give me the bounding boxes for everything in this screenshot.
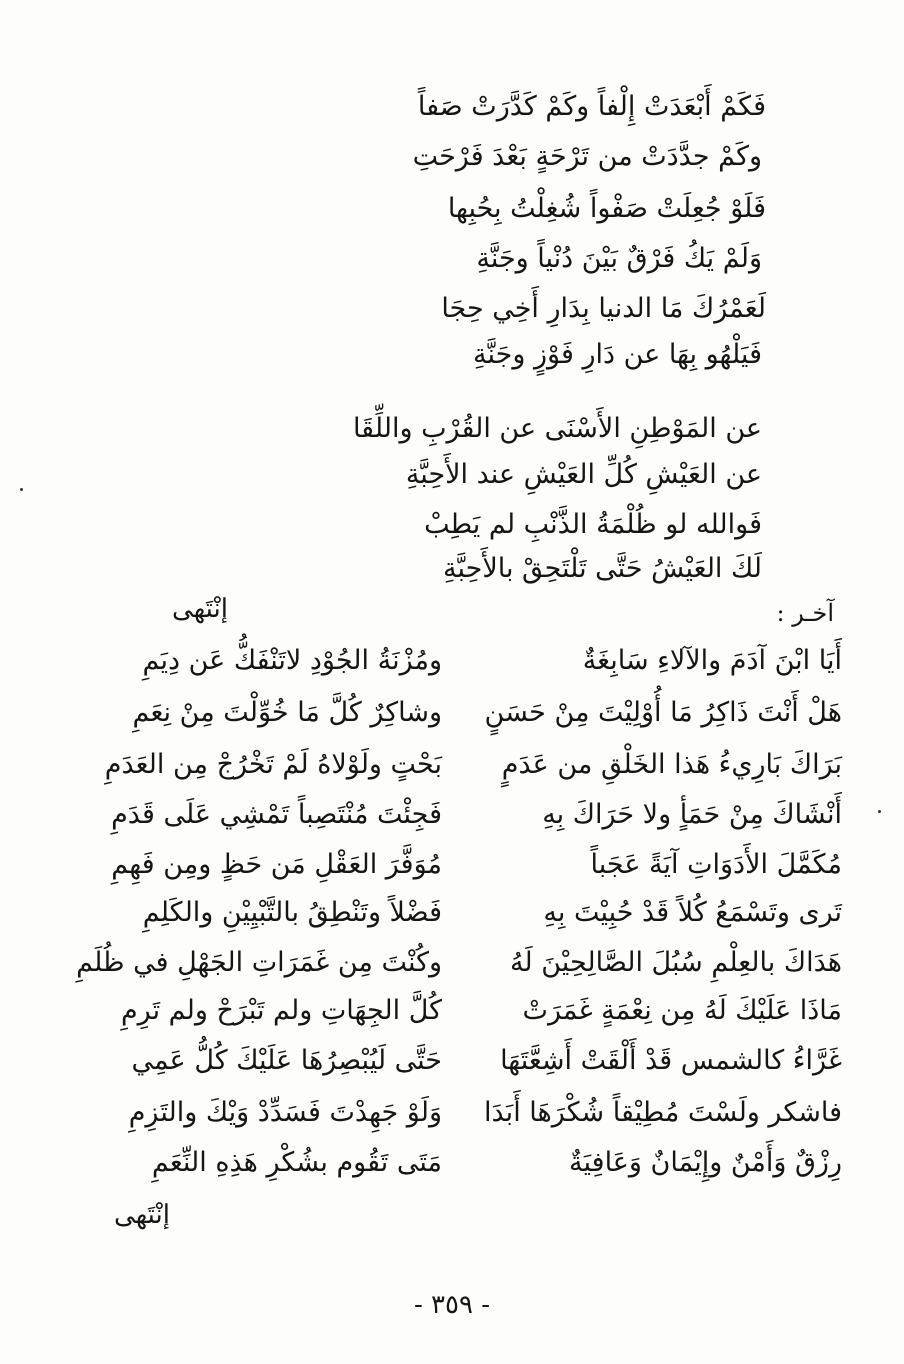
poem-b-line-1: عن المَوْطِنِ الأَسْنَى عن القُرْبِ واللِّقَا: [352, 413, 762, 444]
couplet-9-first: غَرَّاءُ كالشمس قَدْ أَلْقَتْ أَشِعَّتَهَا: [500, 1045, 842, 1076]
couplet-9-second: حَتَّى لَيُبْصِرُهَا عَلَيْكَ كُلُّ عَمِي: [131, 1045, 442, 1076]
couplet-4-first: أَنْشَاكَ مِنْ حَمَأٍ ولا حَرَاكَ بِهِ: [542, 799, 842, 830]
section-label-other: آخـر :: [776, 599, 834, 627]
poem-a-line-3: فَلَوْ جُعِلَتْ صَفْواً شُغِلْتُ بِحُبِها: [447, 193, 766, 224]
poem-a-line-4: وَلَمْ يَكُ فَرْقٌ بَيْنَ دُنْياً وجَنَّةِ: [476, 243, 762, 274]
poem-a-line-2: وكَمْ جدَّدَتْ من تَرْحَةٍ بَعْدَ فَرْحَتِ: [412, 141, 762, 172]
couplet-8-first: مَاذَا عَلَيْكَ لَهُ مِن نِعْمَةٍ غَمَرَتْ: [522, 995, 842, 1026]
couplet-8-second: كُلَّ الجِهَاتِ ولم تَبْرَحْ ولم تَرِمِ: [120, 995, 442, 1026]
margin-speck: [20, 488, 23, 491]
poem-b-line-2: عن العَيْشِ كُلِّ العَيْشِ عند الأَحِبَّةِ: [405, 459, 762, 490]
poem-a-line-6: فَيَلْهُو بِهَا عن دَارِ فَوْزٍ وجَنَّةِ: [473, 339, 762, 370]
couplet-6-first: تَرى وتَسْمَعُ كُلاً قَدْ حُبِيْتَ بِهِ: [543, 897, 842, 928]
couplet-6-second: فَضْلاً وتَنْطِقُ بالتَّبْيِيْنِ والكَلِمِ: [142, 897, 442, 928]
couplet-3-first: بَرَاكَ بَارِيءُ هَذا الخَلْقِ من عَدَمٍ: [501, 749, 842, 780]
couplet-2-second: وشاكِرٌ كُلَّ مَا خُوِّلْتَ مِنْ نِعَمِ: [132, 697, 442, 728]
couplet-5-first: مُكَمَّلَ الأَدَوَاتِ آيَةً عَجَباً: [590, 849, 842, 880]
margin-speck: [878, 810, 881, 813]
couplet-4-second: فَجِئْتَ مُنْتَصِباً تَمْشِي عَلَى قَدَمِ: [111, 799, 442, 830]
couplet-10-second: وَلَوْ جَهِدْتَ فَسَدِّدْ وَيْكَ والتَزِمِ: [128, 1097, 442, 1128]
couplet-11-second: مَتَى تَقُوم بشُكْرِ هَذِهِ النِّعَمِ: [151, 1147, 442, 1178]
page-number: - ٣٥٩ -: [413, 1290, 491, 1320]
couplet-7-second: وكُنْتَ مِن غَمَرَاتِ الجَهْلِ في ظُلَمِ: [76, 947, 442, 978]
end-label: إنْتَهى: [172, 594, 228, 624]
couplet-2-first: هَلْ أَنْتَ ذَاكِرُ مَا أُوْلِيْتَ مِنْ حَسَنٍ: [484, 697, 842, 728]
end-label: إنْتَهى: [114, 1200, 170, 1230]
poem-a-line-5: لَعَمْرُكَ مَا الدنيا بِدَارِ أَخِي حِجَا: [441, 293, 766, 324]
poem-b-line-4: لَكَ العَيْشُ حَتَّى تَلْتَحِقْ بالأَحِبَّةِ: [443, 553, 762, 584]
couplet-1-first: أَيَا ابْنَ آدَمَ والآلاءِ سَابِغَةٌ: [582, 645, 842, 676]
poem-b-line-3: فَوالله لو ظُلْمَةُ الذَّنْبِ لم يَطِبْ: [424, 509, 762, 540]
couplet-5-second: مُوَفَّرَ العَقْلِ مَن حَظٍ ومِن فَهِمِ: [111, 849, 442, 880]
couplet-3-second: بَحْتٍ ولَوْلاهُ لَمْ تَخْرُجْ مِن العَدَمِ: [104, 749, 442, 780]
couplet-1-second: ومُزْنَةُ الجُوْدِ لاتَنْفَكُّ عَن دِيَمِ: [142, 645, 442, 676]
couplet-10-first: فاشكر ولَسْتَ مُطِيْقاً شُكْرَهَا أَبَدَا: [484, 1097, 842, 1128]
couplet-7-first: هَدَاكَ بالعِلْمِ سُبُلَ الصَّالِحِيْنَ لَهُ: [509, 947, 842, 978]
poem-a-line-1: فَكَمْ أَبْعَدَتْ إِلْفاً وكَمْ كَدَّرَتْ صَفاً: [417, 91, 766, 122]
couplet-11-first: رِزْقٌ وَأَمْنٌ وإِيْمَانٌ وَعَافِيَةٌ: [569, 1147, 842, 1178]
